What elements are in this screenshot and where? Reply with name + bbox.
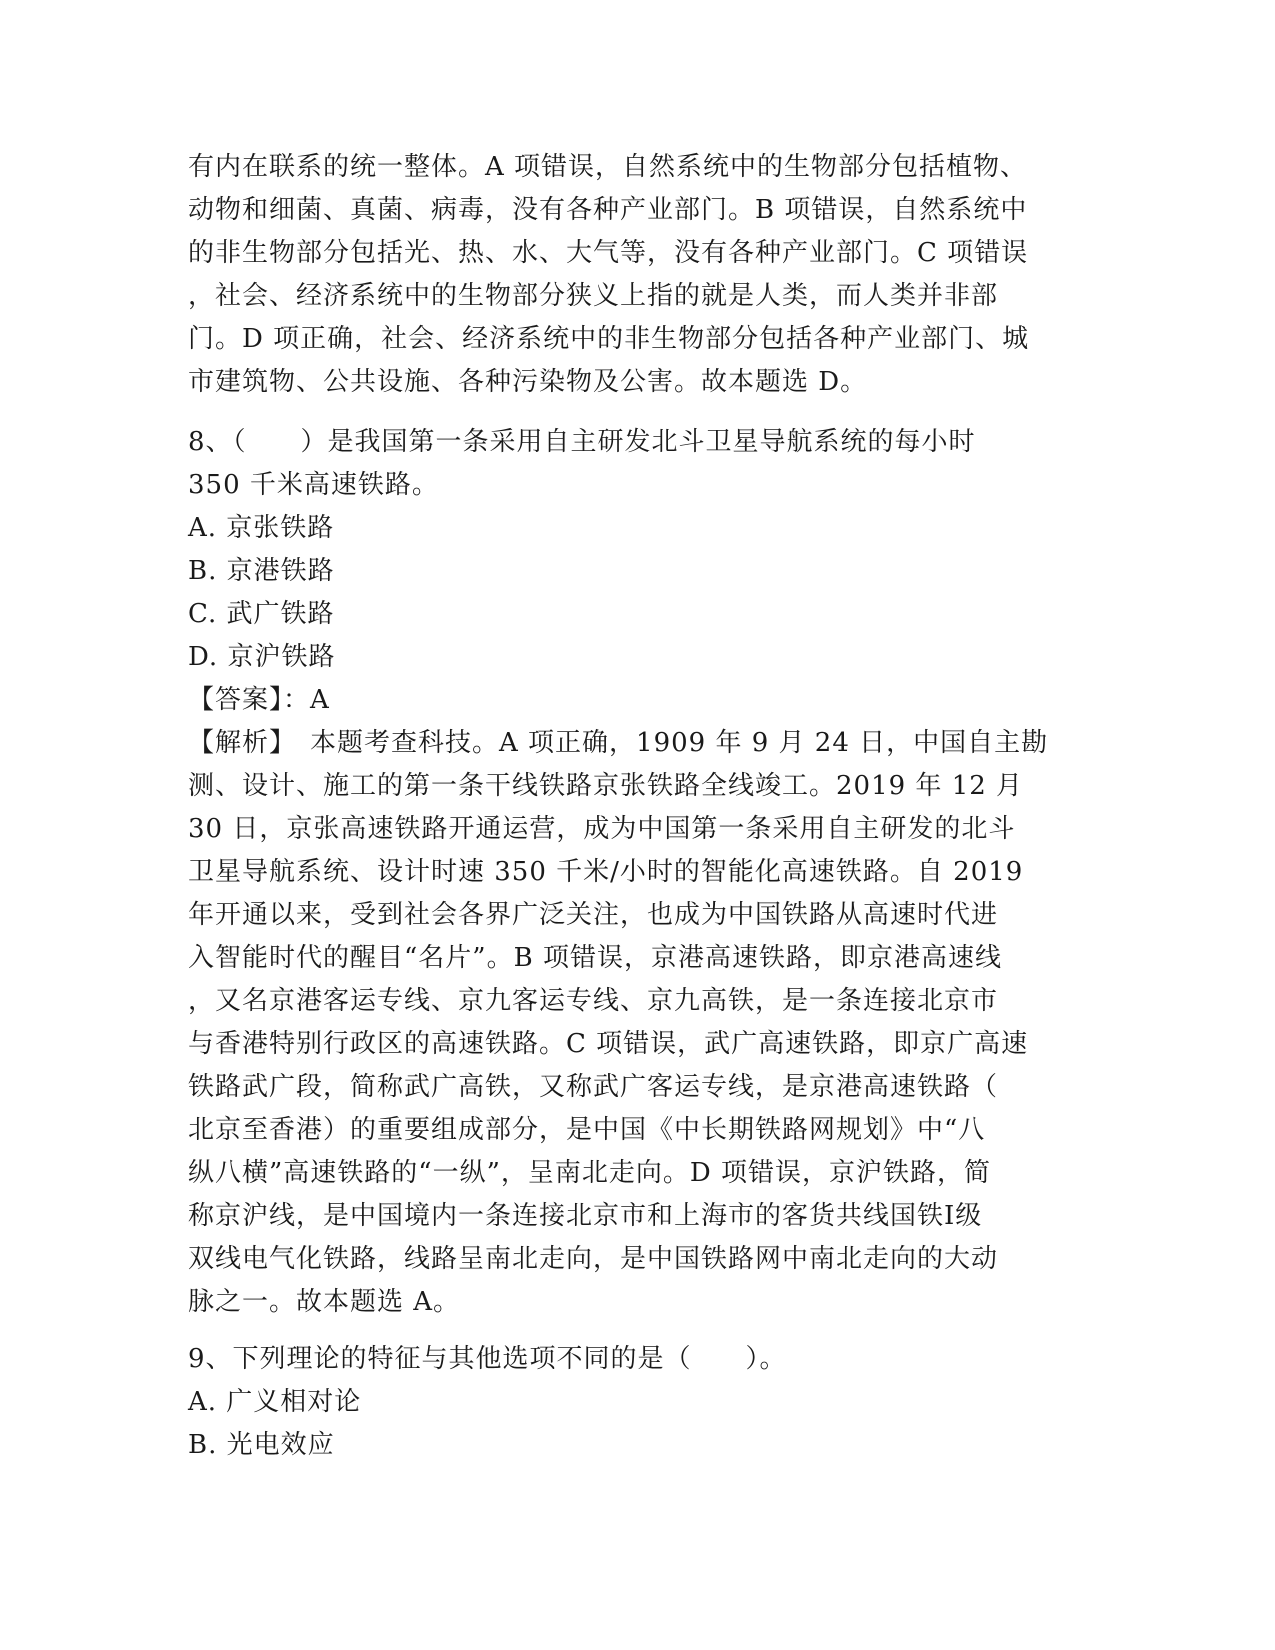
text-line: 门。D 项正确，社会、经济系统中的非生物部分包括各种产业部门、城 bbox=[188, 324, 1030, 354]
explanation-line: 纵八横”高速铁路的“一纵”，呈南北走向。D 项错误，京沪铁路，简 bbox=[188, 1158, 991, 1188]
option-b: B. 光电效应 bbox=[188, 1430, 335, 1460]
text-line: 有内在联系的统一整体。A 项错误，自然系统中的生物部分包括植物、 bbox=[188, 152, 1028, 182]
text-line: ，社会、经济系统中的生物部分狭义上指的就是人类，而人类并非部 bbox=[188, 281, 999, 311]
text-line: 市建筑物、公共设施、各种污染物及公害。故本题选 D。 bbox=[188, 367, 868, 397]
question-8-answer: 【答案】：A bbox=[188, 685, 330, 715]
question-8-stem bbox=[188, 421, 1080, 507]
explanation-line: 30 日，京张高速铁路开通运营，成为中国第一条采用自主研发的北斗 bbox=[188, 814, 1016, 844]
explanation-line: 脉之一。故本题选 A。 bbox=[188, 1287, 461, 1317]
question-9-options bbox=[188, 1381, 1080, 1467]
stem-line: 9、下列理论的特征与其他选项不同的是（ ）。 bbox=[188, 1344, 787, 1374]
option-d: D. 京沪铁路 bbox=[188, 642, 336, 672]
explanation-line: 年开通以来，受到社会各界广泛关注，也成为中国铁路从高速时代进 bbox=[188, 900, 999, 930]
previous-question-explanation bbox=[188, 146, 1080, 404]
option-c: C. 武广铁路 bbox=[188, 599, 335, 629]
question-9-stem bbox=[188, 1338, 1080, 1381]
explanation-line: 双线电气化铁路，线路呈南北走向，是中国铁路网中南北走向的大动 bbox=[188, 1244, 999, 1274]
explanation-line: 测、设计、施工的第一条干线铁路京张铁路全线竣工。2019 年 12 月 bbox=[188, 771, 1024, 801]
question-8 bbox=[188, 421, 1080, 1324]
explanation-line: ，又名京港客运专线、京九客运专线、京九高铁，是一条连接北京市 bbox=[188, 986, 999, 1016]
explanation-line: 铁路武广段，简称武广高铁，又称武广客运专线，是京港高速铁路（ bbox=[188, 1072, 999, 1102]
text-line: 的非生物部分包括光、热、水、大气等，没有各种产业部门。C 项错误 bbox=[188, 238, 1029, 268]
question-8-explanation bbox=[188, 722, 1080, 1324]
question-8-options bbox=[188, 507, 1080, 679]
explanation-line: 称京沪线，是中国境内一条连接北京市和上海市的客货共线国铁Ⅰ级 bbox=[188, 1201, 983, 1231]
document-content bbox=[188, 146, 1080, 1467]
question-9 bbox=[188, 1338, 1080, 1467]
explanation-line: 入智能时代的醒目“名片”。B 项错误，京港高速铁路，即京港高速线 bbox=[188, 943, 1002, 973]
explanation-line: 与香港特别行政区的高速铁路。C 项错误，武广高速铁路，即京广高速 bbox=[188, 1029, 1029, 1059]
option-b: B. 京港铁路 bbox=[188, 556, 335, 586]
text-line: 动物和细菌、真菌、病毒，没有各种产业部门。B 项错误，自然系统中 bbox=[188, 195, 1028, 225]
stem-line: 8、（ ）是我国第一条采用自主研发北斗卫星导航系统的每小时 bbox=[188, 427, 976, 457]
explanation-line: 北京至香港）的重要组成部分，是中国《中长期铁路网规划》中“八 bbox=[188, 1115, 986, 1145]
explanation-line: 【解析】 本题考查科技。A 项正确，1909 年 9 月 24 日，中国自主勘 bbox=[188, 728, 1049, 758]
option-a: A. 广义相对论 bbox=[188, 1387, 362, 1417]
option-a: A. 京张铁路 bbox=[188, 513, 335, 543]
stem-line: 350 千米高速铁路。 bbox=[188, 470, 439, 500]
explanation-line: 卫星导航系统、设计时速 350 千米/小时的智能化高速铁路。自 2019 bbox=[188, 857, 1024, 887]
